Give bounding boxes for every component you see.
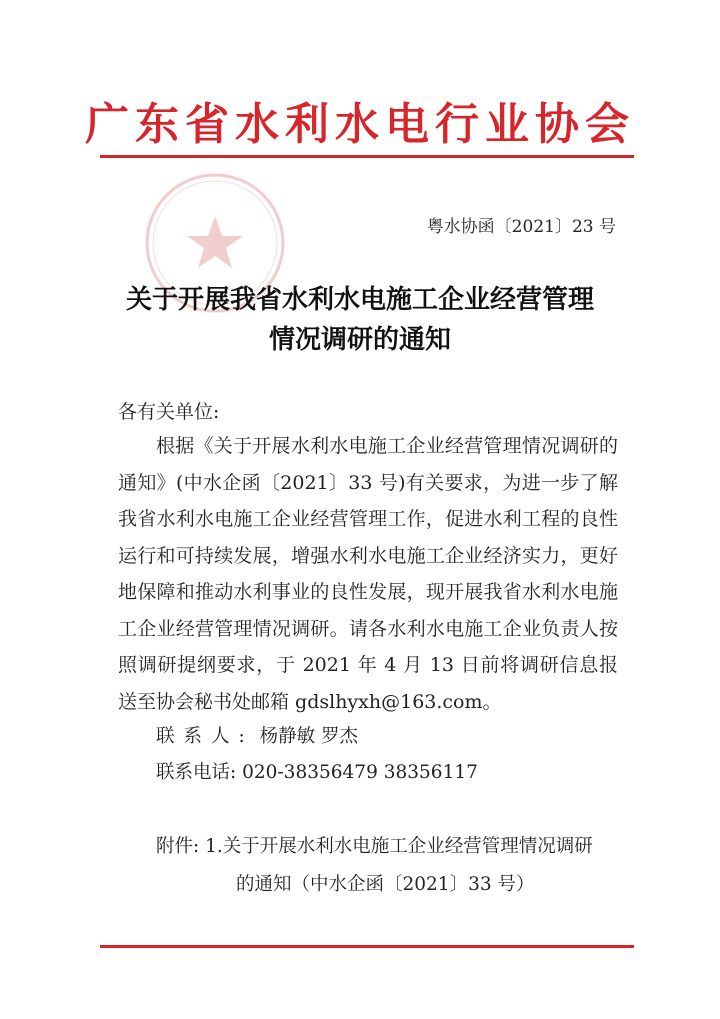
attachment-item-line-2: 的通知（中水企函〔2021〕33 号） (236, 874, 535, 895)
contact-phone-value: 020-38356479 38356117 (242, 762, 478, 783)
contact-person-value: 杨静敏 罗杰 (259, 726, 359, 747)
document-number: 粤水协函〔2021〕23 号 (426, 217, 616, 237)
title-line-2: 情况调研的通知 (268, 325, 451, 355)
footer-rule (100, 945, 634, 948)
document-title (0, 280, 720, 360)
salutation: 各有关单位: (118, 401, 220, 423)
organization-header: 广东省水利水电行业协会 (85, 99, 635, 150)
contact-phone-row (156, 758, 478, 784)
header-rule (100, 155, 634, 158)
attachment-item-line-1: 1.关于开展水利水电施工企业经营管理情况调研 (205, 836, 593, 857)
contact-phone-label: 联系电话: (156, 762, 237, 783)
title-line-1: 关于开展我省水利水电施工企业经营管理 (125, 285, 594, 315)
body-paragraph: 根据《关于开展水利水电施工企业经营管理情况调研的通知》(中水企函〔2021〕33 号)有关要求，为进一步了解我省水利水电施工企业经营管理工作，促进水利工程的良性运行和可持续发展，增强水利水电施工企业经济实力，更好地保障和推动水利事业的良性发展，现开展我省水利水电施工企业经营管理情况调研。请各水利水电施工企业负责人按照调研提纲要求，于 2021 年 4 月 13 日前将调研信息报送至协会秘书处邮箱 gdslhyxh@163.com。 (118, 435, 618, 713)
attachment-label: 附件: (156, 836, 200, 857)
attachment-block (156, 828, 626, 904)
contact-person-label: 联系人: (156, 726, 254, 747)
contact-person-row (156, 722, 358, 748)
